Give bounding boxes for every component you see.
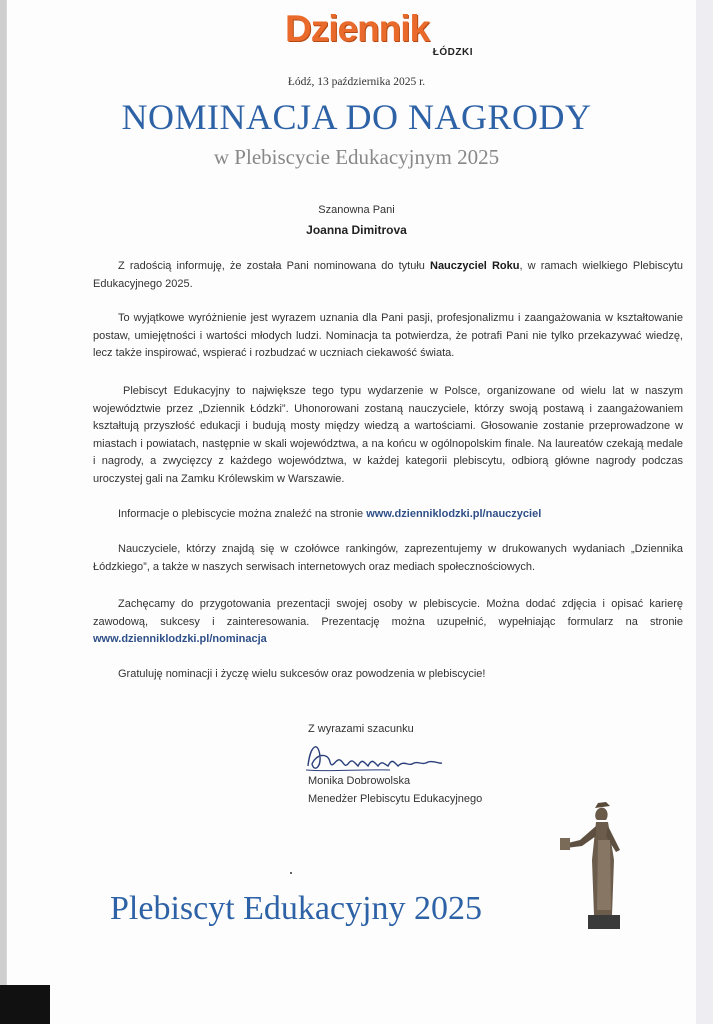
greeting: Szanowna Pani bbox=[318, 204, 395, 216]
letter-date: Łódź, 13 października 2025 r. bbox=[287, 76, 426, 88]
paragraph-nomination bbox=[93, 258, 683, 293]
paragraph-congratulations: Gratuluję nominacji i życzę wielu sukcesów oraz powodzenia w plebiscycie! bbox=[118, 668, 486, 680]
paragraph-info-link bbox=[93, 506, 683, 524]
paragraph-presentation bbox=[93, 596, 683, 649]
nomination-form-link[interactable]: www.dzienniklodzki.pl/nominacja bbox=[93, 633, 267, 645]
p1-text-start: Z radością informuję, że została Pani nominowana do tytułu bbox=[118, 260, 430, 272]
page-title: NOMINACJA DO NAGRODY bbox=[121, 97, 592, 137]
award-title: Nauczyciel Roku bbox=[430, 260, 520, 272]
teacher-page-link[interactable]: www.dzienniklodzki.pl/nauczyciel bbox=[366, 508, 542, 520]
p4-text: Informacje o plebiscycie można znaleźć na stronie bbox=[118, 508, 367, 520]
signer-role: Menedżer Plebiscytu Edukacyjnego bbox=[308, 793, 483, 805]
signer-name: Monika Dobrowolska bbox=[308, 775, 411, 787]
recipient-name: Joanna Dimitrova bbox=[306, 223, 407, 237]
p6-text: Zachęcamy do przygotowania prezentacji swojej osoby w plebiscycie. Można dodać zdjęcia i opisać karierę zawodową, sukcesy i zainteresowania. Prezentację można uzupełnić, wypełniając formularz na stronie bbox=[93, 598, 683, 628]
footer-title: Plebiscyt Edukacyjny 2025 bbox=[110, 890, 483, 927]
page-subtitle: w Plebiscycie Edukacyjnym 2025 bbox=[213, 145, 500, 169]
paragraph-plebiscite-info: Plebiscyt Edukacyjny to największe tego typu wydarzenie w Polsce, organizowane od wielu lat w naszym województwie przez „Dziennik Łódzki”. Uhonorowani zostaną nauczyciele, którzy swoją postawą i zaangażowaniem kształtują przyszłość edukacji i budują mosty między wiedzą a wartościami. Głosowanie zostanie przeprowadzone w miastach i powiatach, następnie w skali województwa, a na końcu w ogólnopolskim finale. Na laureatów czekają medale i nagrody, a zwycięzcy z każdego województwa, w każdej kategorii plebiscytu, odbiorą główne nagrody podczas uroczystej gali na Zamku Królewskim w Warszawie. bbox=[93, 385, 683, 485]
handwritten-signature bbox=[300, 736, 450, 778]
scan-dark-corner bbox=[0, 985, 50, 1024]
paragraph-recognition: To wyjątkowe wyróżnienie jest wyrazem uznania dla Pani pasji, profesjonalizmu i zaangażowania w kształtowanie postaw, umiejętności i wartości młodych ludzi. Nominacja ta potwierdza, że potrafi Pani nie tylko przekazywać wiedzę, lecz także inspirować, wspierać i rozbudzać w uczniach ciekawość świata. bbox=[93, 312, 683, 359]
p1-text-end: , w ramach wielkiego Plebiscytu Edukacyjnego 2025. bbox=[93, 260, 683, 290]
trophy-statue-icon bbox=[540, 800, 630, 930]
logo-sub-text: ŁÓDZKI bbox=[432, 47, 473, 58]
logo-main-text: Dziennik bbox=[285, 8, 430, 49]
ink-dot bbox=[290, 872, 292, 874]
closing-phrase: Z wyrazami szacunku bbox=[308, 723, 414, 735]
newspaper-logo bbox=[285, 8, 475, 58]
paragraph-publication: Nauczyciele, którzy znajdą się w czołówce rankingów, zaprezentujemy w drukowanych wydaniach „Dziennika Łódzkiego”, a także w naszych serwisach internetowych oraz mediach społecznościowych. bbox=[93, 543, 683, 573]
